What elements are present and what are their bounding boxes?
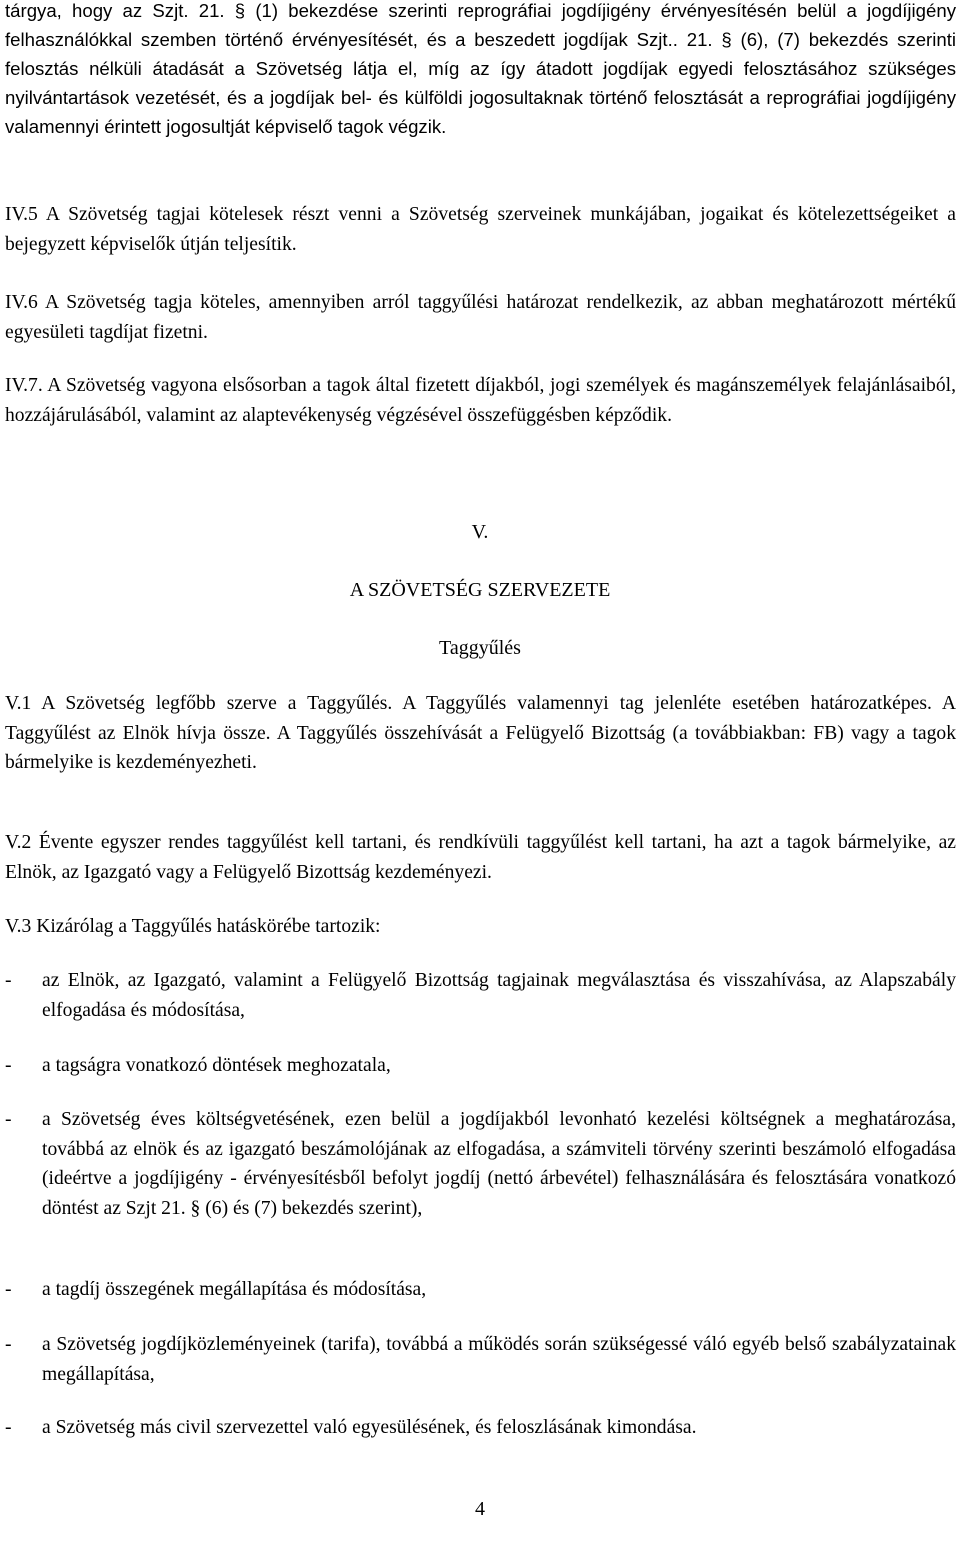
list-item (5, 1413, 956, 1443)
list-item-text: a Szövetség jogdíjközleményeinek (tarifa), továbbá a működés során szükségessé váló egyéb belső szabályzatainak megállapítása, (42, 1334, 956, 1385)
list-dash: - (5, 1279, 12, 1300)
list-item (5, 1330, 956, 1389)
page-number: 4 (475, 1498, 485, 1520)
section-v-1: V.1 A Szövetség legfőbb szerve a Taggyűlés. A Taggyűlés valamennyi tag jelenléte esetében határozatképes. A Taggyűlést az Elnök hívja össze. A Taggyűlés összehívását a Felügyelő Bizottság (a továbbiakban: FB) vagy a tagok bármelyike is kezdeményezheti. (5, 693, 956, 774)
section-iv-5: IV.5 A Szövetség tagjai kötelesek részt venni a Szövetség szerveinek munkájában, jogaikat és kötelezettségeiket a bejegyzett képviselők útján teljesítik. (5, 204, 956, 255)
list-dash: - (5, 1417, 12, 1438)
list-item (5, 1275, 956, 1305)
list-item-text: a Szövetség más civil szervezettel való egyesülésének, és feloszlásának kimondása. (42, 1417, 697, 1438)
chapter-title: A SZÖVETSÉG SZERVEZETE (349, 579, 611, 601)
list-item-text: az Elnök, az Igazgató, valamint a Felügyelő Bizottság tagjainak megválasztása és visszahívása, az Alapszabály elfogadása és módosítása, (42, 970, 956, 1021)
section-iv-6: IV.6 A Szövetség tagja köteles, amennyiben arról taggyűlési határozat rendelkezik, az abban meghatározott mértékű egyesületi tagdíjat fizetni. (5, 292, 956, 343)
list-dash: - (5, 1334, 12, 1355)
list-item (5, 1105, 956, 1223)
list-dash: - (5, 1055, 12, 1076)
intro-paragraph: tárgya, hogy az Szjt. 21. § (1) bekezdése szerinti reprográfiai jogdíjigény érvényesítésén belül a jogdíjigény felhasználókkal szemben történő érvényesítését, és a beszedett jogdíjak Szjt.. 21. § (6), (7) bekezdés szerinti felosztás nélküli átadását a Szövetség látja el, míg az így átadott jogdíjak egyedi felosztásához szükséges nyilvántartások vezetését, és a jogdíjak bel- és külföldi jogosultaknak történő felosztását a reprográfiai jogdíjigény valamennyi érintett jogosultját képviselő tagok végzik. (5, 0, 956, 137)
list-dash: - (5, 970, 12, 991)
section-iv-7: IV.7. A Szövetség vagyona elsősorban a tagok által fizetett díjakból, jogi személyek és magánszemélyek felajánlásaiból, hozzájárulásából, valamint az alaptevékenység végzésével összefüggésben képződik. (5, 375, 956, 426)
section-v-3: V.3 Kizárólag a Taggyűlés hatáskörébe tartozik: (5, 916, 381, 937)
list-dash: - (5, 1109, 12, 1130)
chapter-number: V. (471, 521, 489, 543)
list-item (5, 966, 956, 1025)
section-v-2: V.2 Évente egyszer rendes taggyűlést kell tartani, és rendkívüli taggyűlést kell tartani, ha azt a tagok bármelyike, az Elnök, az Igazgató vagy a Felügyelő Bizottság kezdeményezi. (5, 832, 956, 883)
list-item-text: a tagságra vonatkozó döntések meghozatala, (42, 1055, 391, 1076)
chapter-subtitle: Taggyűlés (439, 637, 521, 659)
list-item-text: a tagdíj összegének megállapítása és módosítása, (42, 1279, 427, 1300)
list-item-text: a Szövetség éves költségvetésének, ezen belül a jogdíjakból levonható kezelési költségnek a meghatározása, továbbá az elnök és az igazgató beszámolójának az elfogadása, a számviteli törvény szerinti beszámoló elfogadása (ideértve a jogdíjigény - érvényesítésből befolyt jogdíj (nettó árbevétel) felhasználására és felosztására vonatkozó döntést az Szjt 21. § (6) és (7) bekezdés szerint), (42, 1109, 956, 1219)
list-item (5, 1051, 956, 1081)
